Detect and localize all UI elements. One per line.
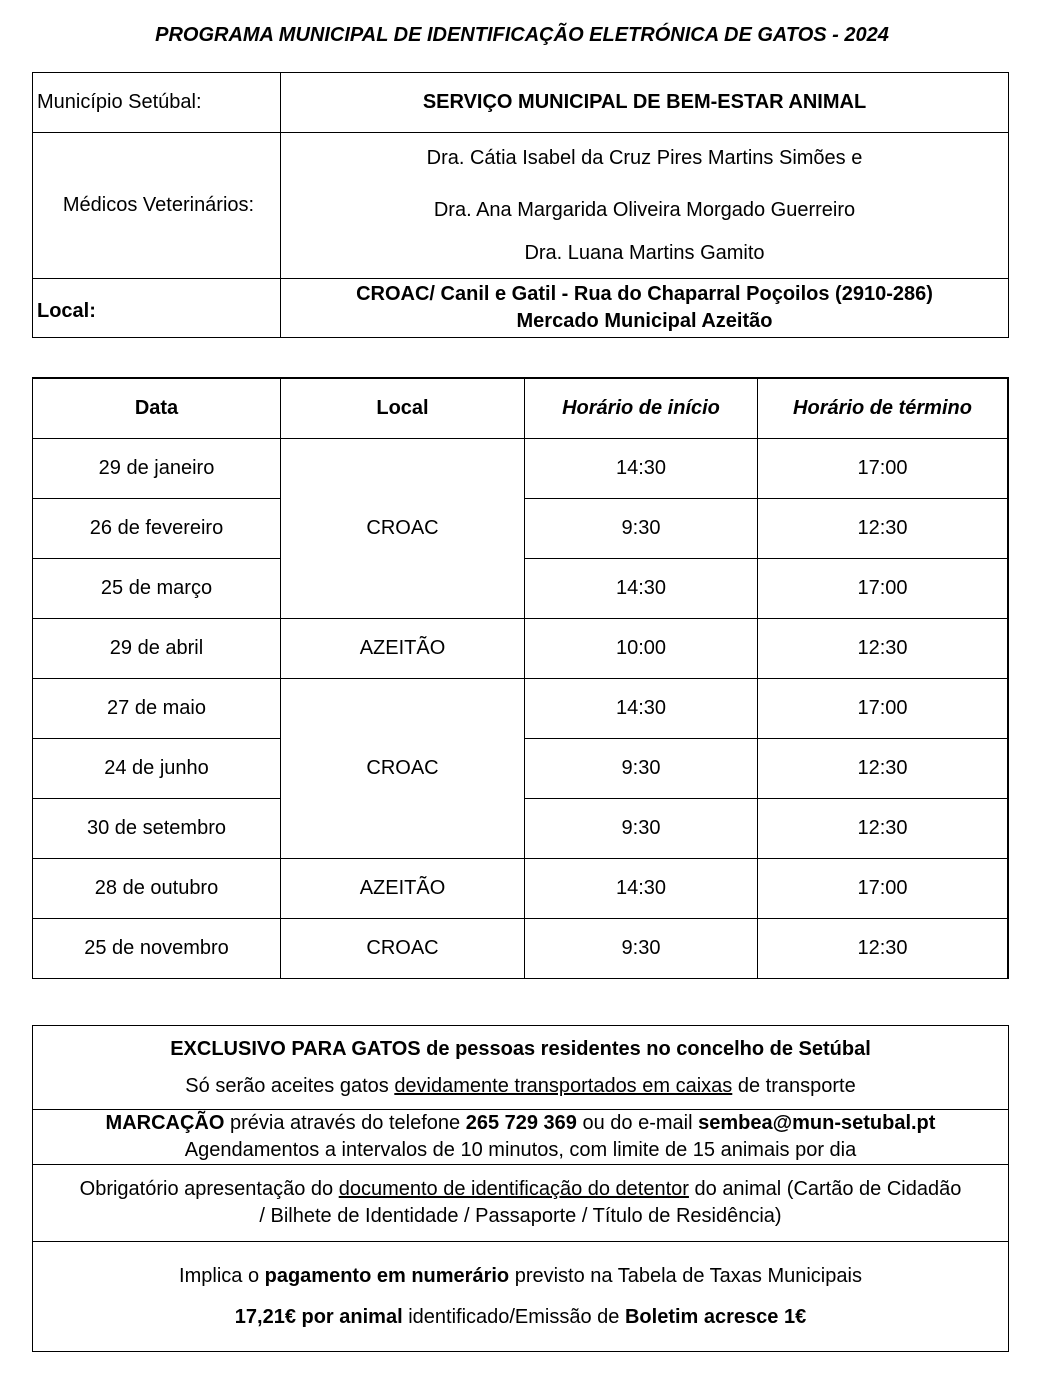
- medicos-label: Médicos Veterinários:: [33, 133, 281, 279]
- medicos-list: [281, 133, 1009, 279]
- row-date: 30 de setembro: [33, 798, 281, 858]
- row-date: 26 de fevereiro: [33, 498, 281, 558]
- servico-name: SERVIÇO MUNICIPAL DE BEM-ESTAR ANIMAL: [281, 73, 1009, 133]
- row-start: 14:30: [525, 858, 758, 918]
- note-taxa: [33, 1304, 1008, 1331]
- note-exclusivo: [33, 1036, 1008, 1063]
- row-date: 25 de novembro: [33, 918, 281, 978]
- local-label: Local:: [33, 279, 281, 338]
- medico-name: Dra. Ana Margarida Oliveira Morgado Guerreiro: [433, 199, 856, 221]
- page-title: PROGRAMA MUNICIPAL DE IDENTIFICAÇÃO ELETRÓNICA DE GATOS - 2024: [155, 24, 889, 46]
- note-pagamento: [33, 1263, 1008, 1290]
- note-taxa-bold2: Boletim acresce 1€: [624, 1305, 807, 1328]
- note-marcacao-mid2: ou do e-mail: [576, 1112, 699, 1134]
- row-local: AZEITÃO: [281, 618, 525, 678]
- row-local: CROAC: [281, 438, 525, 618]
- row-start: 10:00: [525, 618, 758, 678]
- row-local: CROAC: [281, 918, 525, 978]
- row-start: 14:30: [525, 558, 758, 618]
- info-row-local: [33, 279, 1009, 338]
- municipio-label: Município Setúbal:: [33, 73, 281, 133]
- row-end: 17:00: [758, 858, 1009, 918]
- notes-cell-exclusivo: [33, 1026, 1009, 1110]
- medico-name: Dra. Cátia Isabel da Cruz Pires Martins Simões e: [426, 147, 863, 169]
- row-start: 14:30: [525, 678, 758, 738]
- note-documento-underline: documento de identificação do detentor: [338, 1178, 689, 1200]
- info-row-municipio: [33, 73, 1009, 133]
- note-marcacao-bold: MARCAÇÃO: [105, 1112, 225, 1134]
- notes-cell-pagamento: [33, 1242, 1009, 1352]
- note-documento: [33, 1176, 1008, 1203]
- local-line: CROAC/ Canil e Gatil - Rua do Chaparral Poçoilos (2910-286): [356, 283, 933, 305]
- row-end: 12:30: [758, 798, 1009, 858]
- note-exclusivo-rest: de pessoas residentes no concelho de Setúbal: [420, 1037, 871, 1060]
- note-pagamento-pre: Implica o: [179, 1264, 265, 1287]
- medico-name: Dra. Luana Martins Gamito: [524, 242, 765, 264]
- phone-number: 265 729 369: [465, 1112, 577, 1134]
- note-exclusivo-bold: EXCLUSIVO PARA GATOS: [170, 1037, 421, 1060]
- row-date: 24 de junho: [33, 738, 281, 798]
- header-local: Local: [281, 378, 525, 438]
- note-taxa-bold: 17,21€ por animal: [234, 1305, 403, 1328]
- row-end: 17:00: [758, 558, 1009, 618]
- info-row-medicos: [33, 133, 1009, 279]
- note-transporte-pre: Só serão aceites gatos: [185, 1074, 395, 1097]
- email-address: sembea@mun-setubal.pt: [698, 1112, 936, 1134]
- note-agendamentos: Agendamentos a intervalos de 10 minutos, com limite de 15 animais por dia: [184, 1139, 857, 1161]
- header-termino: Horário de término: [758, 378, 1009, 438]
- note-documentos-lista: / Bilhete de Identidade / Passaporte / Título de Residência): [259, 1205, 782, 1227]
- schedule-row: [33, 618, 1009, 678]
- note-taxa-mid: identificado/Emissão de: [402, 1305, 625, 1328]
- schedule-row: [33, 678, 1009, 738]
- row-end: 12:30: [758, 618, 1009, 678]
- notes-cell-marcacao: [33, 1110, 1009, 1165]
- row-start: 9:30: [525, 918, 758, 978]
- row-end: 12:30: [758, 918, 1009, 978]
- notes-table: [32, 1025, 1009, 1352]
- row-end: 12:30: [758, 738, 1009, 798]
- notes-row-exclusivo: [33, 1026, 1009, 1110]
- schedule-row: [33, 918, 1009, 978]
- note-pagamento-bold: pagamento em numerário: [264, 1264, 510, 1287]
- schedule-header-row: [33, 378, 1009, 438]
- row-date: 25 de março: [33, 558, 281, 618]
- notes-row-marcacao: [33, 1110, 1009, 1165]
- notes-cell-documento: [33, 1165, 1009, 1242]
- notes-row-documento: [33, 1165, 1009, 1242]
- header-inicio: Horário de início: [525, 378, 758, 438]
- local-value: [281, 279, 1009, 338]
- row-start: 9:30: [525, 738, 758, 798]
- info-table: [32, 72, 1009, 338]
- row-date: 28 de outubro: [33, 858, 281, 918]
- note-marcacao-mid: prévia através do telefone: [224, 1112, 466, 1134]
- row-local: AZEITÃO: [281, 858, 525, 918]
- row-start: 9:30: [525, 498, 758, 558]
- note-documento-pre: Obrigatório apresentação do: [79, 1178, 339, 1200]
- note-documento-post: do animal (Cartão de Cidadão: [688, 1178, 962, 1200]
- note-transporte-post: de transporte: [732, 1074, 856, 1097]
- row-date: 29 de janeiro: [33, 438, 281, 498]
- row-start: 14:30: [525, 438, 758, 498]
- row-end: 17:00: [758, 678, 1009, 738]
- schedule-row: [33, 858, 1009, 918]
- row-end: 17:00: [758, 438, 1009, 498]
- row-date: 27 de maio: [33, 678, 281, 738]
- note-pagamento-post: previsto na Tabela de Taxas Municipais: [509, 1264, 862, 1287]
- note-transporte: [33, 1073, 1008, 1100]
- schedule-table: [32, 377, 1009, 979]
- schedule-row: [33, 438, 1009, 498]
- header-data: Data: [33, 378, 281, 438]
- row-end: 12:30: [758, 498, 1009, 558]
- row-start: 9:30: [525, 798, 758, 858]
- row-date: 29 de abril: [33, 618, 281, 678]
- note-transporte-underline: devidamente transportados em caixas: [394, 1074, 733, 1097]
- notes-row-pagamento: [33, 1242, 1009, 1352]
- local-line: Mercado Municipal Azeitão: [516, 310, 773, 332]
- row-local: CROAC: [281, 678, 525, 858]
- note-marcacao: [33, 1110, 1008, 1137]
